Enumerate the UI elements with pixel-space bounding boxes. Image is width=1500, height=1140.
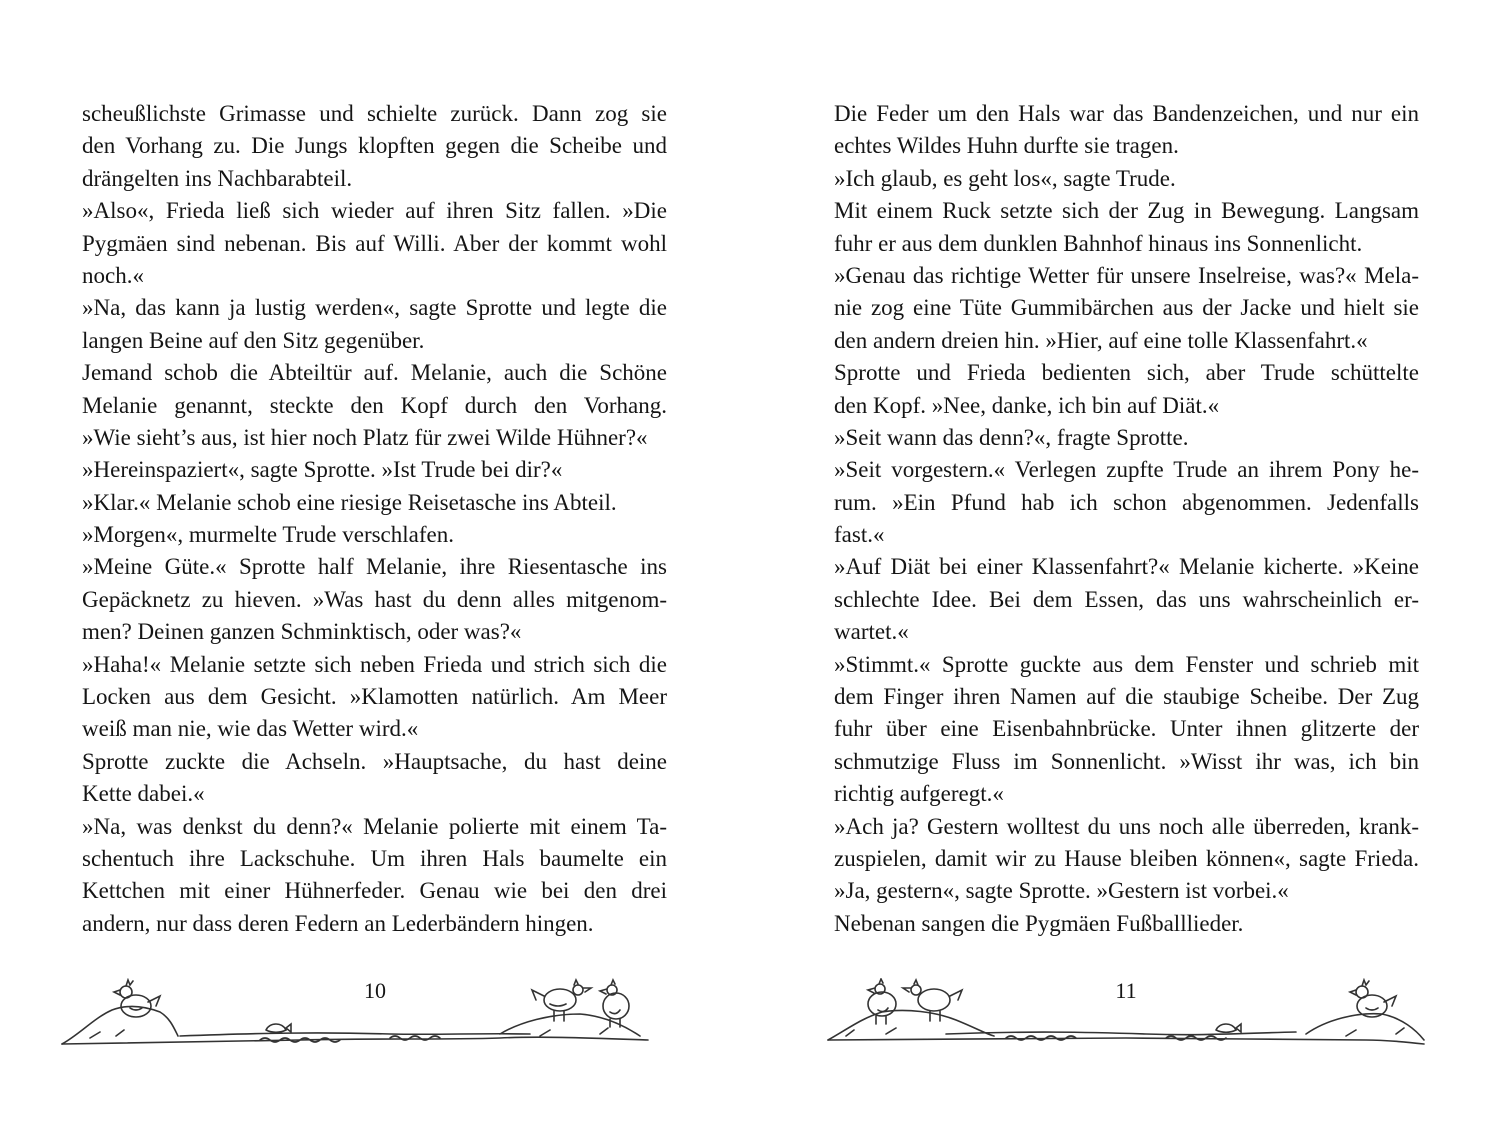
- left-page-text-line: »Haha!« Melanie setzte sich neben Frieda und strich sich die: [82, 651, 667, 677]
- left-page-text-line: Jemand schob die Abteiltür auf. Melanie, auch die Schöne: [82, 360, 667, 386]
- left-page-text-line: »Meine Güte.« Sprotte half Melanie, ihre Riesentasche ins: [82, 554, 667, 580]
- left-page-text-line: noch.«: [82, 262, 144, 288]
- left-page-text-line: Melanie genannt, steckte den Kopf durch den Vorhang.: [82, 392, 667, 418]
- right-page-text-line: echtes Wildes Huhn durfte sie tragen.: [834, 133, 1179, 159]
- left-page-text-line: schentuch ihre Lackschuhe. Um ihren Hals baumelte ein: [82, 845, 667, 871]
- right-page-text-line: zuspielen, damit wir zu Hause bleiben können«, sagte Frieda.: [834, 845, 1419, 871]
- left-page-text-line: »Na, das kann ja lustig werden«, sagte Sprotte und legte die: [82, 295, 667, 321]
- right-page-text-line: »Genau das richtige Wetter für unsere Inselreise, was?« Mela-: [834, 262, 1419, 288]
- left-page-text-line: andern, nur dass deren Federn an Lederbändern hingen.: [82, 910, 594, 936]
- right-page-text: [834, 98, 1419, 940]
- right-page-text-line: fuhr über eine Eisenbahnbrücke. Unter ihnen glitzerte der: [834, 716, 1419, 742]
- right-page: [750, 0, 1500, 1140]
- right-page-text-line: wartet.«: [834, 619, 909, 645]
- left-page-text-line: weiß man nie, wie das Wetter wird.«: [82, 716, 419, 742]
- right-page-text-line: »Stimmt.« Sprotte guckte aus dem Fenster und schrieb mit: [834, 651, 1419, 677]
- left-page-text-line: langen Beine auf den Sitz gegenüber.: [82, 327, 425, 353]
- left-page-text-line: »Also«, Frieda ließ sich wieder auf ihren Sitz fallen. »Die: [82, 198, 667, 224]
- left-page-text-line: »Na, was denkst du denn?« Melanie polierte mit einem Ta-: [82, 813, 667, 839]
- right-page-text-line: »Seit vorgestern.« Verlegen zupfte Trude an ihrem Pony he-: [834, 457, 1419, 483]
- right-page-text-line: »Auf Diät bei einer Klassenfahrt?« Melanie kicherte. »Keine: [834, 554, 1419, 580]
- left-page-text: [82, 98, 667, 940]
- right-page-text-line: den andern dreien hin. »Hier, auf eine tolle Klassenfahrt.«: [834, 327, 1368, 353]
- left-page-text-line: »Hereinspaziert«, sagte Sprotte. »Ist Trude bei dir?«: [82, 457, 563, 483]
- left-page-text-line: drängelten ins Nachbarabteil.: [82, 165, 353, 191]
- right-page-text-line: richtig aufgeregt.«: [834, 781, 1004, 807]
- left-page-text-line: Kette dabei.«: [82, 781, 205, 807]
- left-page-text-line: Kettchen mit einer Hühnerfeder. Genau wie bei den drei: [82, 878, 667, 904]
- left-page-text-line: scheußlichste Grimasse und schielte zurück. Dann zog sie: [82, 101, 667, 126]
- right-page-text-line: »Ich glaub, es geht los«, sagte Trude.: [834, 165, 1176, 191]
- left-page-text-line: men? Deinen ganzen Schminktisch, oder was?«: [82, 619, 522, 645]
- hens-on-hills-illustration-right: [826, 978, 1426, 1050]
- left-page-text-line: »Klar.« Melanie schob eine riesige Reisetasche ins Abteil.: [82, 489, 617, 515]
- right-page-text-line: »Seit wann das denn?«, fragte Sprotte.: [834, 424, 1189, 450]
- right-page-text-line: fuhr er aus dem dunklen Bahnhof hinaus ins Sonnenlicht.: [834, 230, 1363, 256]
- right-page-number: 11: [1115, 978, 1137, 1003]
- left-page-text-line: »Wie sieht’s aus, ist hier noch Platz für zwei Wilde Hühner?«: [82, 424, 648, 450]
- right-page-text-line: fast.«: [834, 522, 885, 548]
- right-page-text-line: Die Feder um den Hals war das Bandenzeichen, und nur ein: [834, 101, 1419, 126]
- right-page-text-line: Sprotte und Frieda bedienten sich, aber Trude schüttelte: [834, 360, 1419, 386]
- right-page-text-line: Mit einem Ruck setzte sich der Zug in Bewegung. Langsam: [834, 198, 1419, 224]
- left-page-number: 10: [364, 978, 386, 1003]
- left-page-text-line: »Morgen«, murmelte Trude verschlafen.: [82, 522, 454, 548]
- right-page-text-line: »Ach ja? Gestern wolltest du uns noch alle überreden, krank-: [834, 813, 1419, 839]
- right-page-text-line: dem Finger ihren Namen auf die staubige Scheibe. Der Zug: [834, 684, 1419, 710]
- left-page-text-line: Sprotte zuckte die Achseln. »Hauptsache, du hast deine: [82, 748, 667, 774]
- right-page-text-line: schmutzige Fluss im Sonnenlicht. »Wisst ihr was, ich bin: [834, 748, 1419, 774]
- left-page-text-line: Locken aus dem Gesicht. »Klamotten natürlich. Am Meer: [82, 684, 667, 710]
- left-page-text-line: den Vorhang zu. Die Jungs klopften gegen die Scheibe und: [82, 133, 667, 159]
- hens-on-hills-illustration-left: [60, 978, 650, 1050]
- left-page-text-line: Gepäcknetz zu hieven. »Was hast du denn alles mitgenom-: [82, 586, 667, 612]
- right-page-text-line: den Kopf. »Nee, danke, ich bin auf Diät.«: [834, 392, 1220, 418]
- left-page-text-line: Pygmäen sind nebenan. Bis auf Willi. Aber der kommt wohl: [82, 230, 667, 256]
- right-page-text-line: schlechte Idee. Bei dem Essen, das uns wahrscheinlich er-: [834, 586, 1419, 612]
- right-page-text-line: rum. »Ein Pfund hab ich schon abgenommen. Jedenfalls: [834, 489, 1419, 515]
- right-page-text-line: nie zog eine Tüte Gummibärchen aus der Jacke und hielt sie: [834, 295, 1419, 321]
- right-page-text-line: »Ja, gestern«, sagte Sprotte. »Gestern ist vorbei.«: [834, 878, 1289, 904]
- right-page-text-line: Nebenan sangen die Pygmäen Fußballlieder.: [834, 910, 1244, 936]
